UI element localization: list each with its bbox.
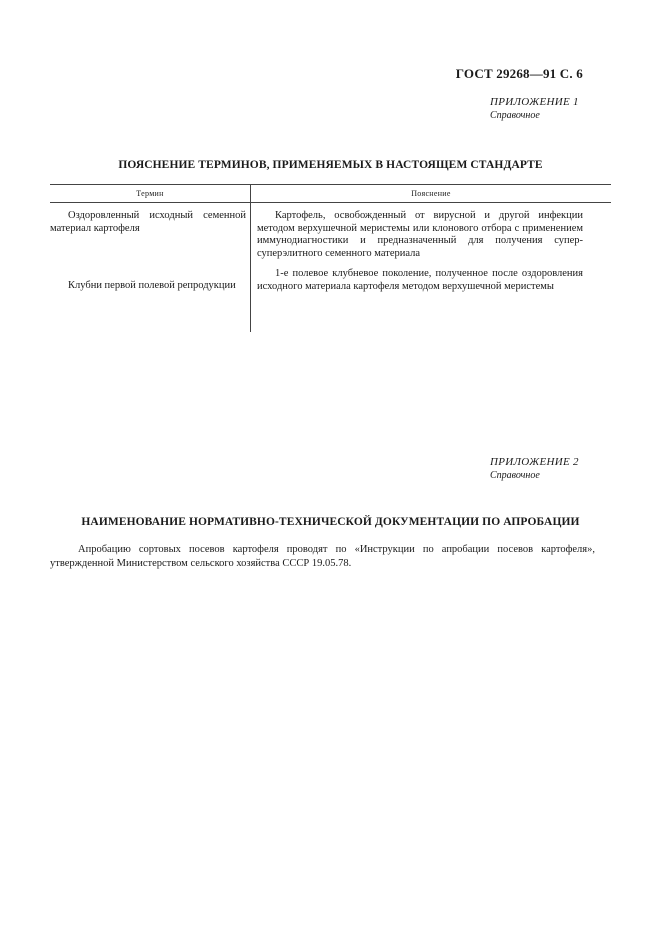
- table-row-1-term: [50, 203, 246, 260]
- column-header-explanation: Пояснение: [250, 185, 611, 202]
- table-row-2-term: [50, 280, 246, 330]
- term-text: Клубни первой полевой репродукции: [68, 280, 236, 291]
- documentation-section-title: НАИМЕНОВАНИЕ НОРМАТИВНО-ТЕХНИЧЕСКОЙ ДОКУМЕНТАЦИИ ПО АПРОБАЦИИ: [81, 516, 580, 528]
- appendix-2-note: Справочное: [490, 470, 540, 481]
- explanations-column: [250, 203, 611, 332]
- terms-column: [50, 203, 250, 332]
- explanation-text: Картофель, освобожденный от вирусной и другой инфекции методом верхушечной меристемы или клонового отбора с применением иммунодиагностики и предназначенный для получения супер-суперэлитного семенного материала: [257, 210, 583, 259]
- table-row-2-explanation: [257, 268, 583, 318]
- terms-table-header: [50, 184, 611, 203]
- appendix-1-note: Справочное: [490, 110, 540, 121]
- appendix-1-title: ПРИЛОЖЕНИЕ 1: [490, 96, 579, 108]
- approbation-paragraph: Апробацию сортовых посевов картофеля проводят по «Инструкции по апробации посевов картофеля», утвержденной Министерством сельского хозяйства СССР 19.05.78.: [50, 544, 595, 569]
- appendix-1-label: [490, 96, 579, 122]
- document-header: ГОСТ 29268—91 С. 6: [455, 66, 583, 81]
- column-header-term: Термин: [136, 189, 164, 198]
- term-text: Оздоровленный исходный семенной материал картофеля: [50, 210, 246, 234]
- appendix-2-label: [490, 456, 579, 482]
- appendix-2-title: ПРИЛОЖЕНИЕ 2: [490, 456, 579, 468]
- explanation-text: 1-е полевое клубневое поколение, полученное после оздоровления исходного материала картофеля методом верхушечной меристемы: [257, 268, 583, 292]
- table-row-1-explanation: [257, 203, 583, 260]
- terms-table: [50, 184, 611, 332]
- terms-table-body: [50, 203, 611, 332]
- terms-section-title: ПОЯСНЕНИЕ ТЕРМИНОВ, ПРИМЕНЯЕМЫХ В НАСТОЯЩЕМ СТАНДАРТЕ: [118, 159, 543, 171]
